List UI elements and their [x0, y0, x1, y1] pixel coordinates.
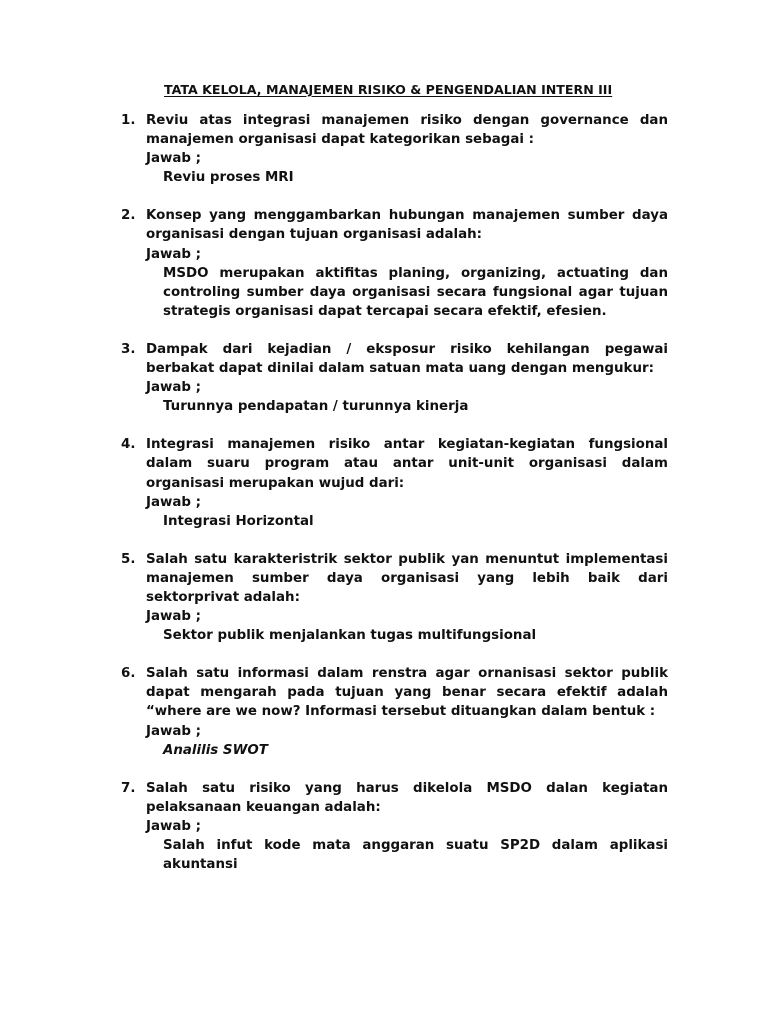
answer-text: Integrasi Horizontal [163, 513, 314, 529]
question-number: 2. [121, 208, 136, 224]
answer-label: Jawab ; [146, 246, 202, 262]
question-number: 7. [121, 780, 136, 796]
question-number: 3. [121, 341, 136, 357]
question-item [121, 435, 668, 530]
question-number: 4. [121, 437, 136, 453]
question-text: Konsep yang menggambarkan hubungan manajemen sumber daya organisasi dengan tujuan organisasi adalah: [146, 208, 668, 243]
question-number: 6. [121, 666, 136, 682]
answer-label: Jawab ; [146, 380, 202, 396]
answer-text: Salah infut kode mata anggaran suatu SP2D dalam aplikasi akuntansi [163, 838, 668, 873]
answer-label: Jawab ; [146, 151, 202, 167]
answer-text: Analilis SWOT [163, 742, 268, 758]
question-text: Salah satu risiko yang harus dikelola MSDO dalan kegiatan pelaksanaan keuangan adalah: [146, 780, 668, 815]
question-text: Integrasi manajemen risiko antar kegiatan-kegiatan fungsional dalam suaru program atau antar unit-unit organisasi dalam organisasi merupakan wujud dari: [146, 437, 668, 491]
question-item [121, 206, 668, 321]
question-item [121, 340, 668, 416]
question-text: Salah satu informasi dalam renstra agar ornanisasi sektor publik dapat mengarah pada tujuan yang benar secara efektif adalah “where are we now? Informasi tersebut dituangkan dalam bentuk : [146, 666, 668, 720]
question-item [121, 111, 668, 187]
question-item [121, 664, 668, 759]
document-title: TATA KELOLA, MANAJEMEN RISIKO & PENGENDALIAN INTERN III [164, 82, 613, 97]
answer-label: Jawab ; [146, 723, 202, 739]
question-item [121, 550, 668, 645]
question-number: 1. [121, 113, 136, 128]
question-text: Dampak dari kejadian / eksposur risiko kehilangan pegawai berbakat dapat dinilai dalam satuan mata uang dengan mengukur: [146, 341, 668, 377]
answer-label: Jawab ; [146, 818, 202, 834]
answer-label: Jawab ; [146, 494, 202, 510]
answer-text: Turunnya pendapatan / turunnya kinerja [163, 399, 469, 415]
answer-text: Reviu proses MRI [163, 170, 294, 186]
answer-text: MSDO merupakan aktifitas planing, organizing, actuating dan controling sumber daya organisasi secara fungsional agar tujuan strategis organisasi dapat tercapai secara efektif, efesien. [163, 265, 668, 319]
question-text: Salah satu karakteristrik sektor publik yan menuntut implementasi manajemen sumber daya organisasi yang lebih baik dari sektorprivat adalah: [146, 551, 668, 605]
answer-label: Jawab ; [146, 609, 202, 625]
answer-text: Sektor publik menjalankan tugas multifungsional [163, 628, 537, 644]
question-item [121, 779, 668, 874]
question-number: 5. [121, 551, 136, 567]
question-list [121, 111, 668, 893]
question-text: Reviu atas integrasi manajemen risiko dengan governance dan manajemen organisasi dapat kategorikan sebagai : [146, 113, 668, 148]
